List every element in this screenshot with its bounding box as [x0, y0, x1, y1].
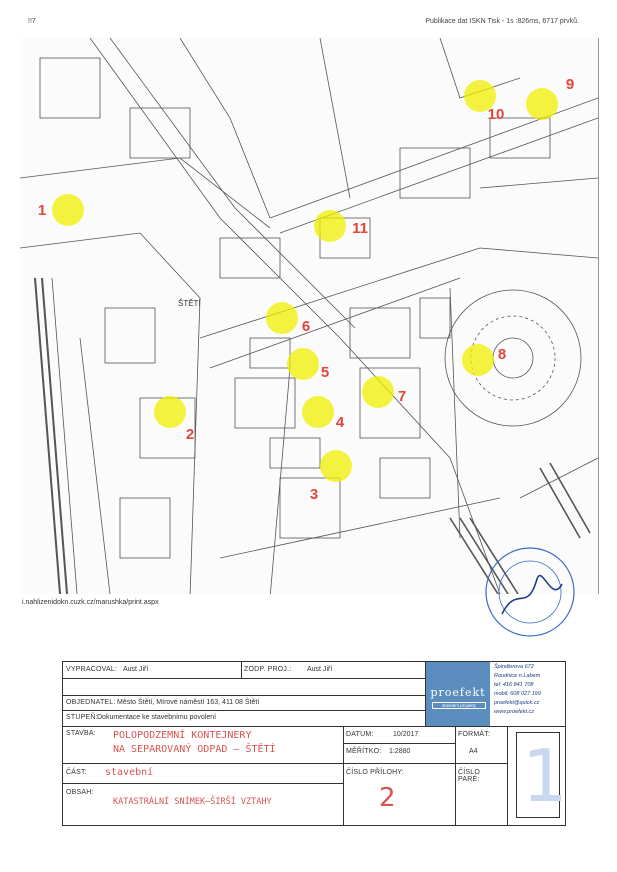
address-city: Roudnice n.Labem	[494, 673, 541, 679]
format-label: FORMÁT:	[458, 731, 491, 738]
meritko-label: MĚŘÍTKO:	[346, 748, 382, 755]
title-block	[62, 661, 566, 826]
marker-label-3: 3	[309, 486, 319, 503]
marker-label-4: 4	[335, 414, 345, 431]
map-town-label: ŠTĚTÍ	[178, 299, 201, 308]
marker-label-10: 10	[487, 106, 505, 123]
marker-label-8: 8	[497, 346, 507, 363]
logo-subtext: stavební projekty	[432, 702, 486, 709]
divider	[343, 743, 455, 744]
zodp-value: Aust Jiří	[307, 666, 333, 673]
marker-layer	[38, 76, 574, 503]
container-location-marker-9	[526, 88, 558, 120]
vypracoval-value: Aust Jiří	[123, 666, 149, 673]
pare-box	[507, 726, 566, 825]
company-mobile: mobil: 608 027 199	[494, 691, 541, 697]
page-ref: !!7	[28, 18, 36, 25]
logo-text: proefekt	[430, 686, 486, 699]
marker-label-1: 1	[37, 202, 47, 219]
datum-cell	[343, 726, 456, 764]
cast-label: ČÁST:	[66, 769, 87, 776]
row-empty	[63, 678, 425, 696]
marker-label-7: 7	[397, 388, 407, 405]
objednatel-value: Město Štětí, Mírové náměstí 163, 411 08 Štětí	[117, 699, 260, 706]
company-web[interactable]: www.proefekt.cz	[494, 709, 535, 715]
marker-label-9: 9	[565, 76, 575, 93]
datum-label: DATUM:	[346, 731, 374, 738]
obsah-value: KATASTRÁLNÍ SNÍMEK–ŠIRŠÍ VZTAHY	[113, 797, 272, 807]
container-location-marker-5	[287, 348, 319, 380]
company-tel: tel: 416 841 708	[494, 682, 534, 688]
row-obsah	[63, 783, 344, 825]
stupen-label: STUPEŇ:	[66, 714, 98, 721]
marker-label-5: 5	[320, 364, 330, 381]
datum-value: 10/2017	[393, 731, 419, 738]
map-linework	[20, 38, 598, 594]
meritko-value: 1:2880	[389, 748, 411, 755]
publication-info: Publikace dat ISKN Tisk - 1s :826ms, 6717 prvků.	[425, 18, 579, 25]
format-cell	[455, 726, 507, 764]
priloha-cell	[343, 763, 456, 825]
container-location-marker-7	[362, 376, 394, 408]
row-cast	[63, 763, 344, 784]
row-stupen	[63, 710, 425, 727]
marker-label-11: 11	[352, 220, 368, 237]
objednatel-label: OBJEDNATEL:	[66, 699, 116, 706]
obsah-label: OBSAH:	[66, 789, 94, 796]
stupen-value: Dokumentace ke stavebnímu povolení	[97, 714, 217, 721]
stavba-line2: NA SEPAROVANÝ ODPAD – ŠTĚTÍ	[113, 744, 276, 755]
company-logo	[425, 662, 565, 727]
row-vypracoval	[63, 662, 425, 679]
source-url[interactable]: i.nahlizenidokn.cuzk.cz/marushka/print.aspx	[22, 599, 159, 606]
round-stamp	[482, 544, 578, 640]
container-location-marker-8	[462, 344, 494, 376]
format-value: A4	[469, 748, 478, 755]
container-location-marker-4	[302, 396, 334, 428]
company-address	[494, 663, 541, 717]
stavba-label: STAVBA:	[66, 730, 96, 737]
vypracoval-label: VYPRACOVAL:	[66, 666, 118, 673]
marker-label-2: 2	[185, 426, 195, 443]
company-email[interactable]: proefekt@quick.cz	[494, 700, 540, 706]
container-location-marker-6	[266, 302, 298, 334]
address-street: Špindlerova 672	[494, 664, 534, 670]
container-location-marker-2	[154, 396, 186, 428]
priloha-value: 2	[379, 783, 396, 813]
zodp-label: ZODP. PROJ.:	[244, 666, 292, 673]
pare-label: ČÍSLO PARÉ:	[458, 769, 481, 783]
marker-label-6: 6	[301, 318, 311, 335]
container-location-marker-1	[52, 194, 84, 226]
pare-label-cell	[455, 763, 507, 825]
priloha-label: ČÍSLO PŘÍLOHY:	[346, 769, 405, 776]
cadastral-map	[20, 38, 599, 594]
pare-number: 1	[522, 734, 568, 818]
cast-value: stavební	[105, 767, 154, 778]
container-location-marker-11	[314, 210, 346, 242]
row-objednatel	[63, 695, 425, 711]
stavba-line1: POLOPODZEMNÍ KONTEJNERY	[113, 730, 252, 741]
row-stavba	[63, 726, 344, 764]
container-location-marker-3	[320, 450, 352, 482]
divider	[241, 662, 242, 678]
